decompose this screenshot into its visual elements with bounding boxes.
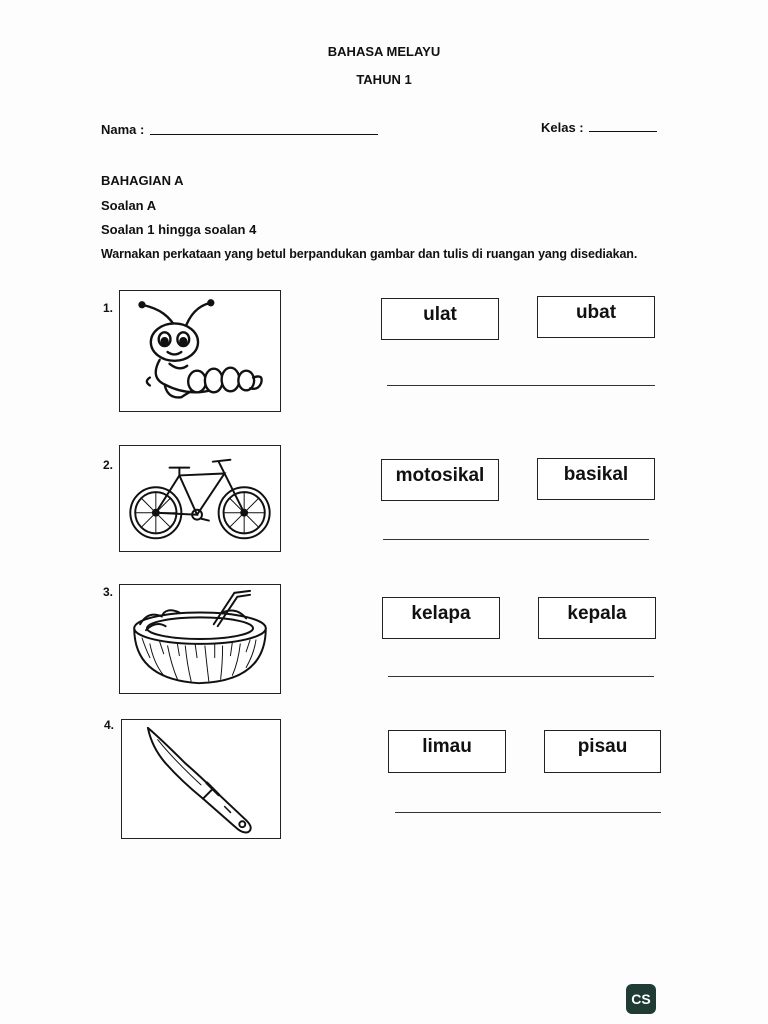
option-limau[interactable]: limau — [388, 730, 506, 773]
worksheet-subject: BAHASA MELAYU — [327, 44, 441, 59]
coconut-picture — [119, 584, 281, 694]
question-number: 3. — [103, 585, 114, 599]
class-label: Kelas : — [541, 120, 584, 135]
question-number: 1. — [103, 301, 114, 315]
bicycle-picture — [119, 445, 281, 552]
answer-line[interactable] — [388, 676, 654, 677]
instruction-text: Warnakan perkataan yang betul berpandukan gambar dan tulis di ruangan yang disediakan. — [101, 247, 638, 261]
knife-picture — [121, 719, 281, 839]
option-pisau[interactable]: pisau — [544, 730, 661, 773]
caterpillar-picture — [119, 290, 281, 412]
bicycle-icon — [120, 446, 280, 551]
answer-line[interactable] — [395, 812, 661, 813]
camscanner-logo-icon: CS — [626, 984, 656, 1014]
option-basikal[interactable]: basikal — [537, 458, 655, 500]
option-kepala[interactable]: kepala — [538, 597, 656, 639]
caterpillar-icon — [120, 291, 280, 411]
coconut-icon — [120, 585, 280, 693]
question-range: Soalan 1 hingga soalan 4 — [101, 222, 257, 237]
option-kelapa[interactable]: kelapa — [382, 597, 500, 639]
question-number: 4. — [104, 718, 115, 732]
section-part: BAHAGIAN A — [101, 173, 184, 188]
option-ubat[interactable]: ubat — [537, 296, 655, 338]
name-label: Nama : — [101, 122, 145, 137]
worksheet-year: TAHUN 1 — [356, 72, 412, 87]
knife-icon — [122, 720, 280, 838]
answer-line[interactable] — [383, 539, 649, 540]
question-number: 2. — [103, 458, 114, 472]
class-field[interactable] — [589, 131, 657, 132]
question-set: Soalan A — [101, 198, 157, 213]
option-motosikal[interactable]: motosikal — [381, 459, 499, 501]
answer-line[interactable] — [387, 385, 655, 386]
name-field[interactable] — [150, 134, 378, 135]
option-ulat[interactable]: ulat — [381, 298, 499, 340]
